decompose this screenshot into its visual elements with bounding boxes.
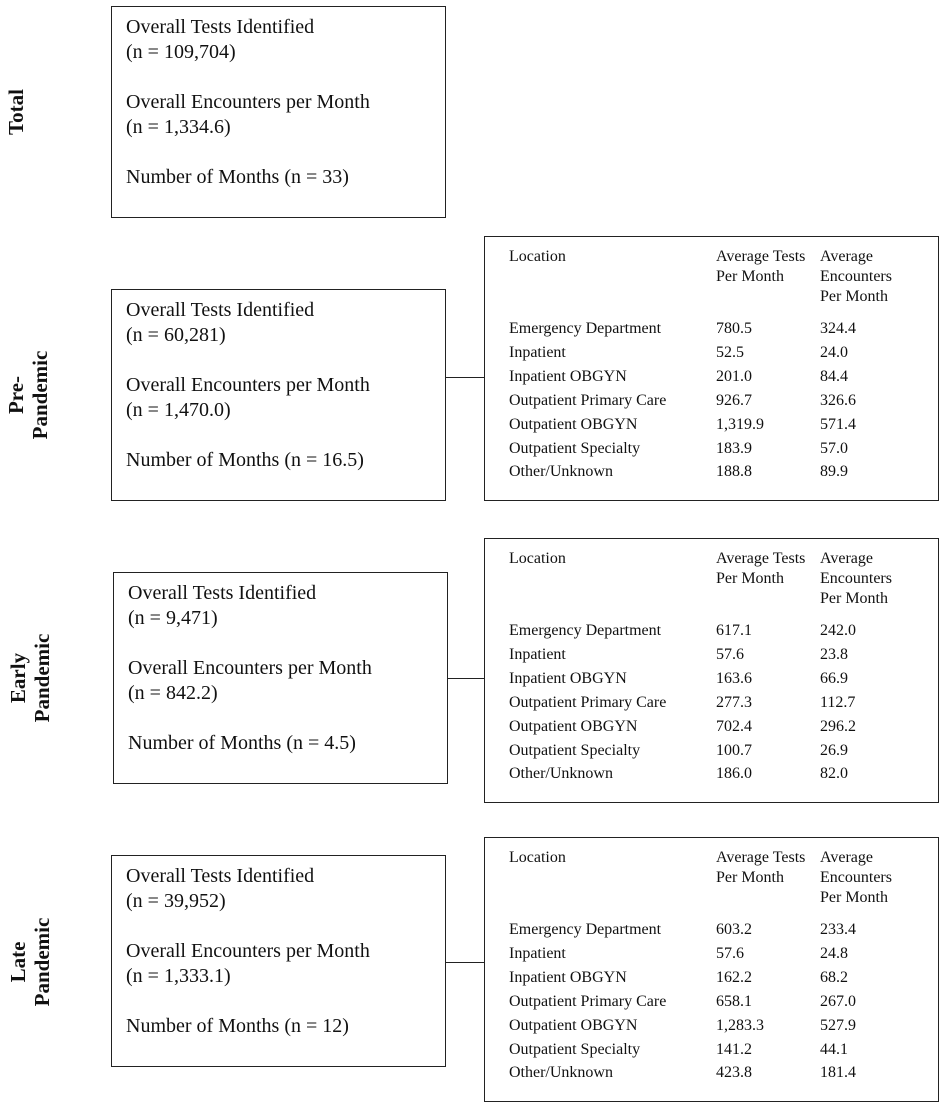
encounters-cell: 82.0 — [820, 765, 848, 782]
tests-cell: 617.1 — [716, 622, 752, 639]
late-pandemic-connector — [446, 962, 485, 963]
pre-label-line-2: Pandemic — [28, 350, 52, 440]
encounters-cell: 84.4 — [820, 368, 848, 385]
tests-cell: 201.0 — [716, 368, 752, 385]
pre-months: Number of Months (n = 16.5) — [126, 449, 364, 471]
tests-cell: 163.6 — [716, 670, 752, 687]
total-tests-count: (n = 109,704) — [126, 41, 236, 63]
late-pandemic-summary-box — [111, 855, 446, 1067]
total-tests-label: Overall Tests Identified — [126, 16, 315, 38]
tests-cell: 57.6 — [716, 646, 744, 663]
encounters-cell: 89.9 — [820, 463, 848, 480]
encounters-cell: 24.8 — [820, 945, 848, 962]
tests-cell: 188.8 — [716, 463, 752, 480]
location-cell: Inpatient — [509, 945, 566, 962]
tests-cell: 162.2 — [716, 969, 752, 986]
total-encounters-count: (n = 1,334.6) — [126, 116, 231, 138]
location-column-header: Location — [509, 550, 566, 567]
early-months: Number of Months (n = 4.5) — [128, 732, 356, 754]
encounters-cell: 326.6 — [820, 392, 856, 409]
location-cell: Inpatient OBGYN — [509, 670, 627, 687]
late-tests-label: Overall Tests Identified — [126, 865, 315, 887]
encounters-cell: 112.7 — [820, 694, 856, 711]
encounters-cell: 181.4 — [820, 1064, 856, 1081]
tests-cell: 926.7 — [716, 392, 752, 409]
late-encounters-count: (n = 1,333.1) — [126, 965, 231, 987]
location-cell: Other/Unknown — [509, 463, 613, 480]
location-cell: Inpatient OBGYN — [509, 969, 627, 986]
location-cell: Outpatient Primary Care — [509, 993, 667, 1010]
tests-cell: 100.7 — [716, 742, 752, 759]
location-cell: Inpatient OBGYN — [509, 368, 627, 385]
tests-cell: 1,283.3 — [716, 1017, 764, 1034]
tests-cell: 780.5 — [716, 320, 752, 337]
late-label-line-2: Pandemic — [30, 917, 54, 1007]
encounters-cell: 267.0 — [820, 993, 856, 1010]
encounters-cell: 296.2 — [820, 718, 856, 735]
encounters-cell: 24.0 — [820, 344, 848, 361]
tests-cell: 141.2 — [716, 1041, 752, 1058]
encounters-cell: 571.4 — [820, 416, 856, 433]
late-label-line-1: Late — [6, 941, 30, 983]
encounters-cell: 26.9 — [820, 742, 848, 759]
location-cell: Outpatient Specialty — [509, 440, 641, 457]
early-tests-label: Overall Tests Identified — [128, 582, 317, 604]
tests-cell: 57.6 — [716, 945, 744, 962]
location-cell: Outpatient Specialty — [509, 1041, 641, 1058]
total-encounters-label: Overall Encounters per Month — [126, 91, 370, 113]
tests-cell: 183.9 — [716, 440, 752, 457]
encounters-cell: 66.9 — [820, 670, 848, 687]
encounters-column-header: Average Encounters Per Month — [820, 248, 892, 305]
encounters-cell: 23.8 — [820, 646, 848, 663]
tests-cell: 658.1 — [716, 993, 752, 1010]
tests-cell: 186.0 — [716, 765, 752, 782]
late-tests-count: (n = 39,952) — [126, 890, 226, 912]
location-column-header: Location — [509, 248, 566, 265]
total-months: Number of Months (n = 33) — [126, 166, 349, 188]
early-encounters-label: Overall Encounters per Month — [128, 657, 372, 679]
total-label-line-1: Total — [4, 89, 28, 135]
early-pandemic-summary-box — [113, 572, 448, 784]
encounters-cell: 44.1 — [820, 1041, 848, 1058]
location-cell: Emergency Department — [509, 921, 662, 938]
encounters-cell: 527.9 — [820, 1017, 856, 1034]
encounters-cell: 68.2 — [820, 969, 848, 986]
pre-tests-label: Overall Tests Identified — [126, 299, 315, 321]
tests-cell: 1,319.9 — [716, 416, 764, 433]
tests-column-header: Average Tests Per Month — [716, 248, 806, 285]
location-column-header: Location — [509, 849, 566, 866]
late-pandemic-location-table — [484, 837, 939, 1102]
tests-cell: 702.4 — [716, 718, 752, 735]
tests-cell: 52.5 — [716, 344, 744, 361]
early-label-line-2: Pandemic — [30, 633, 54, 723]
pre-pandemic-summary-box — [111, 289, 446, 501]
location-cell: Emergency Department — [509, 622, 662, 639]
early-pandemic-location-table — [484, 538, 939, 803]
location-cell: Inpatient — [509, 344, 566, 361]
pre-pandemic-location-table — [484, 236, 939, 501]
tests-cell: 603.2 — [716, 921, 752, 938]
tests-cell: 423.8 — [716, 1064, 752, 1081]
early-pandemic-connector — [448, 678, 485, 679]
late-months: Number of Months (n = 12) — [126, 1015, 349, 1037]
encounters-cell: 324.4 — [820, 320, 856, 337]
pre-tests-count: (n = 60,281) — [126, 324, 226, 346]
location-cell: Inpatient — [509, 646, 566, 663]
total-summary-box — [111, 6, 446, 218]
location-cell: Outpatient Primary Care — [509, 694, 667, 711]
encounters-cell: 57.0 — [820, 440, 848, 457]
location-cell: Other/Unknown — [509, 765, 613, 782]
location-cell: Outpatient OBGYN — [509, 416, 638, 433]
location-cell: Emergency Department — [509, 320, 662, 337]
location-cell: Outpatient Specialty — [509, 742, 641, 759]
early-tests-count: (n = 9,471) — [128, 607, 218, 629]
early-label-line-1: Early — [6, 652, 30, 704]
pre-pandemic-connector — [446, 377, 485, 378]
early-encounters-count: (n = 842.2) — [128, 682, 218, 704]
tests-cell: 277.3 — [716, 694, 752, 711]
pre-encounters-count: (n = 1,470.0) — [126, 399, 231, 421]
location-cell: Other/Unknown — [509, 1064, 613, 1081]
tests-column-header: Average Tests Per Month — [716, 849, 806, 886]
encounters-column-header: Average Encounters Per Month — [820, 849, 892, 906]
encounters-cell: 242.0 — [820, 622, 856, 639]
pre-encounters-label: Overall Encounters per Month — [126, 374, 370, 396]
late-encounters-label: Overall Encounters per Month — [126, 940, 370, 962]
encounters-cell: 233.4 — [820, 921, 856, 938]
location-cell: Outpatient OBGYN — [509, 718, 638, 735]
tests-column-header: Average Tests Per Month — [716, 550, 806, 587]
pre-label-line-1: Pre- — [4, 375, 28, 415]
encounters-column-header: Average Encounters Per Month — [820, 550, 892, 607]
location-cell: Outpatient OBGYN — [509, 1017, 638, 1034]
location-cell: Outpatient Primary Care — [509, 392, 667, 409]
